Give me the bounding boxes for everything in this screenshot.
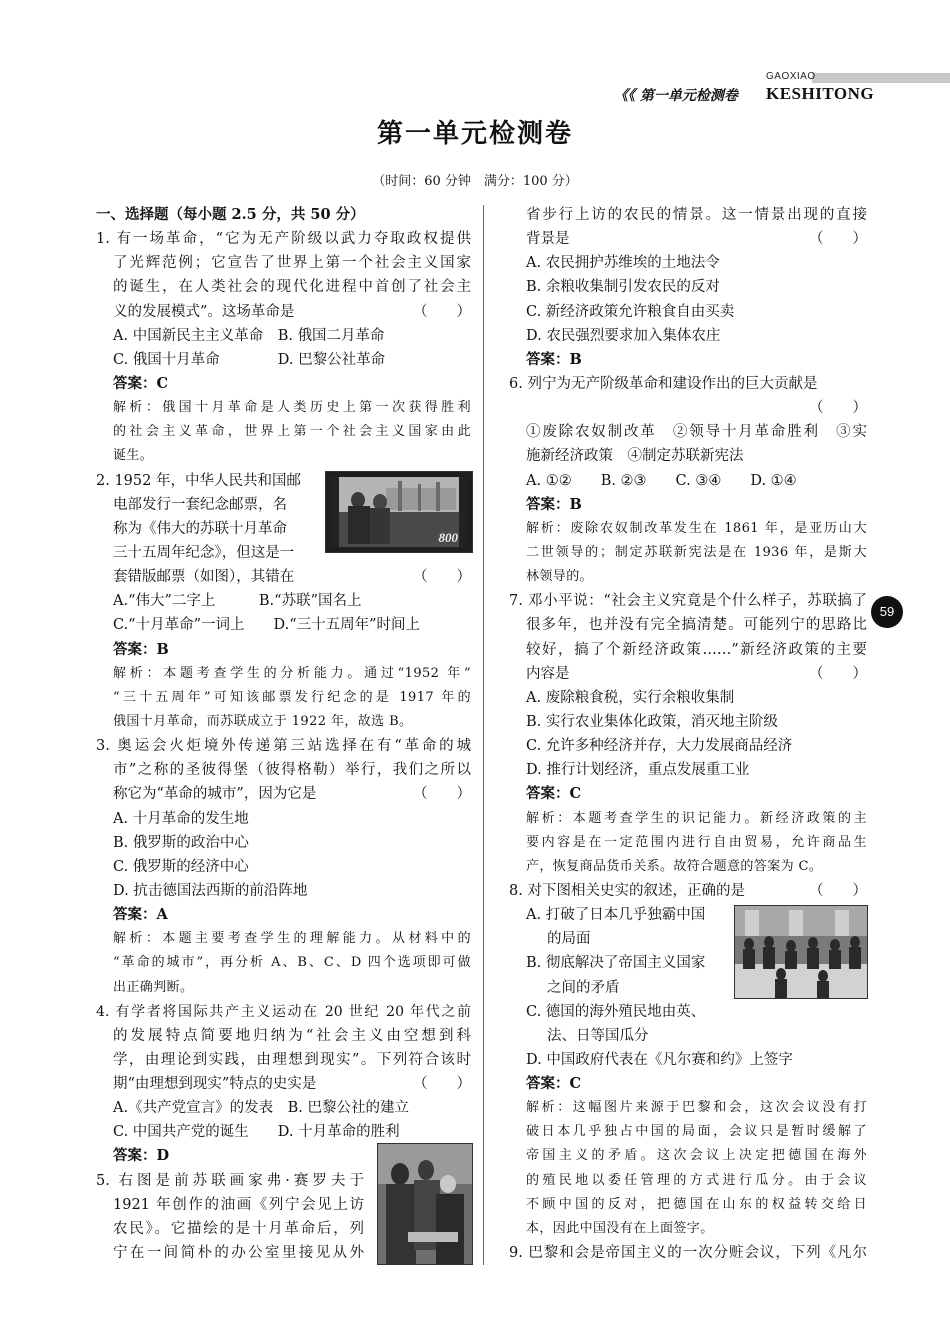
stamp-value: 800 [438, 530, 458, 545]
question-7-line [509, 662, 867, 686]
question-1-line: 了光辉范例；它宣告了世界上第一个社会主义国家 [113, 255, 471, 272]
option-line: B. 彻底解决了帝国主义国家 [526, 955, 706, 972]
question-2-line: 电部发行一套纪念邮票，名 [113, 496, 287, 513]
answer-paren: （ ） [413, 1076, 471, 1093]
page-title: 第一单元检测卷 [376, 119, 573, 149]
option-line: D. 农民强烈要求加入集体农庄 [526, 327, 721, 344]
question-text: 背景是 [526, 231, 570, 248]
option-line: A. ①② B. ②③ C. ③④ D. ①④ [526, 472, 797, 489]
option-line: A. 打破了日本几乎独霸中国 [526, 907, 706, 924]
option-line: D. 抗击德国法西斯的前沿阵地 [113, 882, 308, 899]
option-line: A. 中国新民主主义革命 B. 俄国二月革命 [113, 327, 385, 344]
question-text: 8. 对下图相关史实的叙述，正确的是 [509, 882, 745, 899]
option-line: A.“伟大”二字上 B.“苏联”国名上 [113, 593, 362, 610]
option-line: C.“十月革命”一词上 D.“三十五周年”时间上 [113, 617, 421, 634]
question-3-line: 市”之称的圣彼得堡（彼得格勒）举行，我们之所以 [113, 762, 471, 779]
question-6-line: 施新经济政策 ④制定苏联新宪法 [526, 448, 744, 465]
analysis-line: 解析：本题主要考查学生的理解能力。从材料中的 [113, 931, 471, 947]
answer-paren: （ ） [809, 231, 867, 248]
option-line: 的局面 [547, 931, 591, 948]
question-text: 称它为“革命的城市”，因为它是 [113, 786, 317, 803]
question-2-line: 称为《伟大的苏联十月革命 [113, 520, 287, 537]
question-3-line [96, 782, 471, 806]
analysis-line: 帝国主义的矛盾。这次会议上决定把德国在海外 [526, 1148, 867, 1164]
answer-label: 答案：C [526, 1075, 582, 1093]
question-3-line: 3. 奥运会火炬境外传递第三站选择在有“革命的城 [96, 738, 471, 755]
answer-label: 答案：A [113, 906, 168, 924]
option-line: D. 推行计划经济，重点发展重工业 [526, 762, 750, 779]
question-4-line [96, 1072, 471, 1096]
analysis-line: 二世领导的；制定苏联新宪法是在 1936 年，是斯大 [526, 544, 867, 560]
column-divider [483, 205, 484, 1265]
answer-paren: （ ） [809, 400, 867, 417]
question-5-line [509, 227, 867, 251]
analysis-line: 的殖民地以委任管理的方式进行瓜分。由于会议 [526, 1172, 867, 1188]
option-line: C. 俄罗斯的经济中心 [113, 858, 249, 875]
question-5-line: 1921 年创作的油画《列宁会见上访 [113, 1196, 364, 1213]
question-5-line: 农民》。它描绘的是十月革命后，列 [113, 1220, 364, 1237]
analysis-line: 出正确判断。 [113, 979, 194, 995]
question-9-line: 9. 巴黎和会是帝国主义的一次分赃会议，下列《凡尔 [509, 1245, 867, 1262]
analysis-line: 破日本几乎独占中国的局面，会议只是暂时缓解了 [526, 1124, 867, 1140]
right-column [509, 203, 867, 1265]
stamp-image [325, 471, 473, 553]
analysis-line: 诞生。 [113, 448, 154, 464]
option-line: A. 农民拥护苏维埃的土地法令 [526, 255, 720, 272]
answer-label: 答案：B [526, 495, 582, 513]
header-brand: KESHITONG [766, 84, 875, 103]
analysis-line: 解析：废除农奴制改革发生在 1861 年，是亚历山大 [526, 520, 867, 536]
question-text: 套错版邮票（如图），其错在 [113, 569, 295, 586]
analysis-line: 解析：俄国十月革命是人类历史上第一次获得胜利 [113, 400, 471, 416]
analysis-line: 林领导的。 [526, 569, 594, 585]
option-line: A. 十月革命的发生地 [113, 810, 249, 827]
option-line: B. 俄罗斯的政治中心 [113, 834, 249, 851]
analysis-line: 不顾中国的反对，把德国在山东的权益转交给日 [526, 1196, 867, 1212]
answer-label: 答案：C [113, 374, 169, 392]
option-line: C. 俄国十月革命 D. 巴黎公社革命 [113, 351, 386, 368]
analysis-line: 解析：这幅图片来源于巴黎和会，这次会议没有打 [526, 1100, 867, 1116]
question-6-line: 6. 列宁为无产阶级革命和建设作出的巨大贡献是 [509, 375, 818, 392]
question-5-line: 宁在一间简朴的办公室里接见从外 [113, 1245, 364, 1262]
header-brand-small: GAOXIAO [766, 71, 816, 82]
question-4-line: 学，由理论到实践，由理想到现实”。下列符合该时 [113, 1051, 471, 1068]
answer-label: 答案：C [526, 785, 582, 803]
option-line: 法、日等国瓜分 [547, 1027, 649, 1044]
option-line: C. 允许多种经济并存，大力发展商品经济 [526, 738, 793, 755]
analysis-line: 解析：本题考查学生的识记能力。新经济政策的主 [526, 810, 867, 826]
option-line: B. 实行农业集体化政策，消灭地主阶级 [526, 713, 778, 730]
option-line: A. 废除粮食税，实行余粮收集制 [526, 689, 735, 706]
option-line: C. 德国的海外殖民地由英、 [526, 1003, 706, 1020]
question-4-line: 4. 有学者将国际共产主义运动在 20 世纪 20 年代之前 [96, 1003, 471, 1020]
conference-illustration [735, 906, 867, 998]
question-text: 义的发展模式”。这场革命是 [113, 303, 295, 320]
conference-image [734, 905, 868, 999]
answer-paren: （ ） [413, 786, 471, 803]
analysis-line: 解析：本题考查学生的分析能力。通过“1952 年” [113, 665, 471, 681]
option-line: A.《共产党宣言》的发表 B. 巴黎公社的建立 [113, 1100, 409, 1117]
section-heading: 一、选择题（每小题 2.5 分，共 50 分） [96, 206, 365, 223]
question-6-line [509, 396, 867, 420]
question-2-line: 2. 1952 年，中华人民共和国邮 [96, 472, 301, 489]
option-line: 之间的矛盾 [547, 979, 620, 996]
question-2-line [96, 565, 471, 589]
question-text: 期“由理想到现实”特点的史实是 [113, 1076, 317, 1093]
question-1-line: 1. 有一场革命，“它为无产阶级以武力夺取政权提供 [96, 231, 471, 248]
question-8-line [509, 879, 867, 903]
question-7-line: 7. 邓小平说：“社会主义究竟是个什么样子，苏联搞了 [509, 593, 867, 610]
answer-paren: （ ） [413, 303, 471, 320]
option-line: C. 中国共产党的诞生 D. 十月革命的胜利 [113, 1124, 400, 1141]
option-line: B. 余粮收集制引发农民的反对 [526, 279, 720, 296]
question-1-line: 的诞生，在人类社会的现代化进程中首创了社会主 [113, 279, 471, 296]
question-6-line: ①废除农奴制改革 ②领导十月革命胜利 ③实 [526, 424, 867, 441]
question-1-line [96, 300, 471, 324]
answer-label: 答案：D [113, 1147, 170, 1165]
question-7-line: 很多年，也并没有完全搞清楚。可能列宁的思路比 [526, 617, 867, 634]
painting-illustration [378, 1144, 472, 1264]
question-5-line: 5. 右图是前苏联画家弗·赛罗夫于 [96, 1172, 364, 1189]
left-column [96, 203, 471, 1265]
question-5-line: 省步行上访的农民的情景。这一情景出现的直接 [526, 207, 867, 223]
question-4-line: 的发展特点简要地归纳为“社会主义由空想到科 [113, 1027, 471, 1044]
option-line: D. 中国政府代表在《凡尔赛和约》上签字 [526, 1051, 793, 1068]
analysis-line: 的社会主义革命，世界上第一个社会主义国家由此 [113, 424, 471, 440]
answer-paren: （ ） [809, 882, 867, 899]
answer-paren: （ ） [809, 665, 867, 682]
analysis-line: 俄国十月革命，而苏联成立于 1922 年，故选 B。 [113, 713, 413, 729]
analysis-line: “革命的城市”，再分析 A、B、C、D 四个选项即可做 [113, 955, 471, 971]
analysis-line: 要内容是在一定范围内进行自由贸易，允许商品生 [526, 834, 867, 850]
question-2-line: 三十五周年纪念》，但这是一 [113, 544, 295, 561]
question-7-line: 较好，搞了个新经济政策……”新经济政策的主要 [526, 641, 867, 658]
header-bar [812, 73, 950, 83]
answer-label: 答案：B [113, 640, 169, 658]
analysis-line: “三十五周年”可知该邮票发行纪念的是 1917 年的 [113, 689, 471, 705]
page-subtitle: （时间：60 分钟 满分：100 分） [372, 174, 578, 189]
analysis-line: 产，恢复商品货币关系。故符合题意的答案为 C。 [526, 858, 823, 874]
option-line: C. 新经济政策允许粮食自由买卖 [526, 303, 735, 320]
header-unit-label: 《《 第一单元检测卷 [614, 88, 738, 104]
answer-label: 答案：B [526, 350, 582, 368]
analysis-line: 本，因此中国没有在上面签字。 [526, 1220, 714, 1236]
answer-paren: （ ） [413, 569, 471, 586]
question-text: 内容是 [526, 665, 570, 682]
page-number-badge: 59 [871, 596, 903, 628]
painting-image [377, 1143, 473, 1265]
